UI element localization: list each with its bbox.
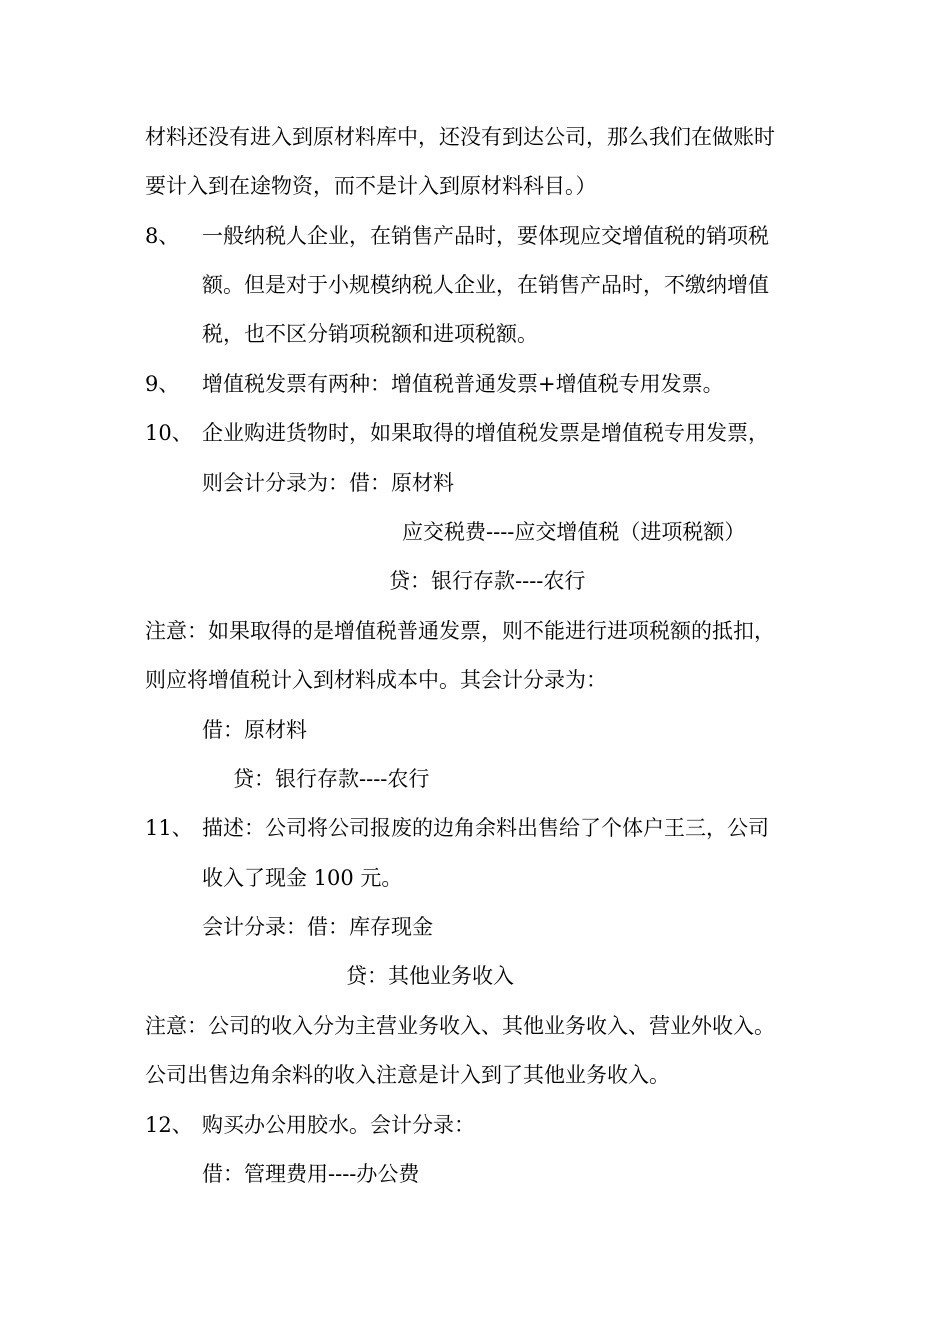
item-text-line: 税，也不区分销项税额和进项税额。 [202,322,538,346]
journal-entry-line: 贷：银行存款----农行 [233,767,430,791]
item-text-line: 一般纳税人企业，在销售产品时，要体现应交增值税的销项税 [202,224,769,248]
item-number: 9、 [145,372,180,396]
journal-entry-line: 借：原材料 [202,718,307,742]
journal-entry-line: 应交税费----应交增值税（进项税额） [402,520,746,544]
item-number: 11、 [145,816,193,840]
item-number: 10、 [145,421,193,445]
journal-entry-line: 会计分录：借：库存现金 [202,915,433,939]
item-text-line: 收入了现金 100 元。 [202,866,403,890]
item-number: 12、 [145,1113,193,1137]
item-number: 8、 [145,224,180,248]
item-text-line: 额。但是对于小规模纳税人企业，在销售产品时，不缴纳增值 [202,273,769,297]
note-line: 注意：如果取得的是增值税普通发票，则不能进行进项税额的抵扣， [145,619,775,643]
note-line: 注意：公司的收入分为主营业务收入、其他业务收入、营业外收入。 [145,1014,775,1038]
paragraph-line: 材料还没有进入到原材料库中，还没有到达公司，那么我们在做账时 [145,125,775,149]
paragraph-line: 要计入到在途物资，而不是计入到原材料科目。） [145,174,597,198]
item-text-line: 购买办公用胶水。会计分录： [202,1113,475,1137]
journal-entry-line: 借：管理费用----办公费 [202,1162,420,1186]
note-line: 则应将增值税计入到材料成本中。其会计分录为： [145,668,607,692]
note-line: 公司出售边角余料的收入注意是计入到了其他业务收入。 [145,1063,670,1087]
journal-entry-line: 则会计分录为：借：原材料 [202,471,454,495]
item-text-line: 增值税发票有两种：增值税普通发票+增值税专用发票。 [202,372,724,396]
item-text-line: 描述：公司将公司报废的边角余料出售给了个体户王三，公司 [202,816,769,840]
journal-entry-line: 贷：银行存款----农行 [389,569,586,593]
journal-entry-line: 贷：其他业务收入 [346,964,514,988]
item-text-line: 企业购进货物时，如果取得的增值税发票是增值税专用发票， [202,421,769,445]
